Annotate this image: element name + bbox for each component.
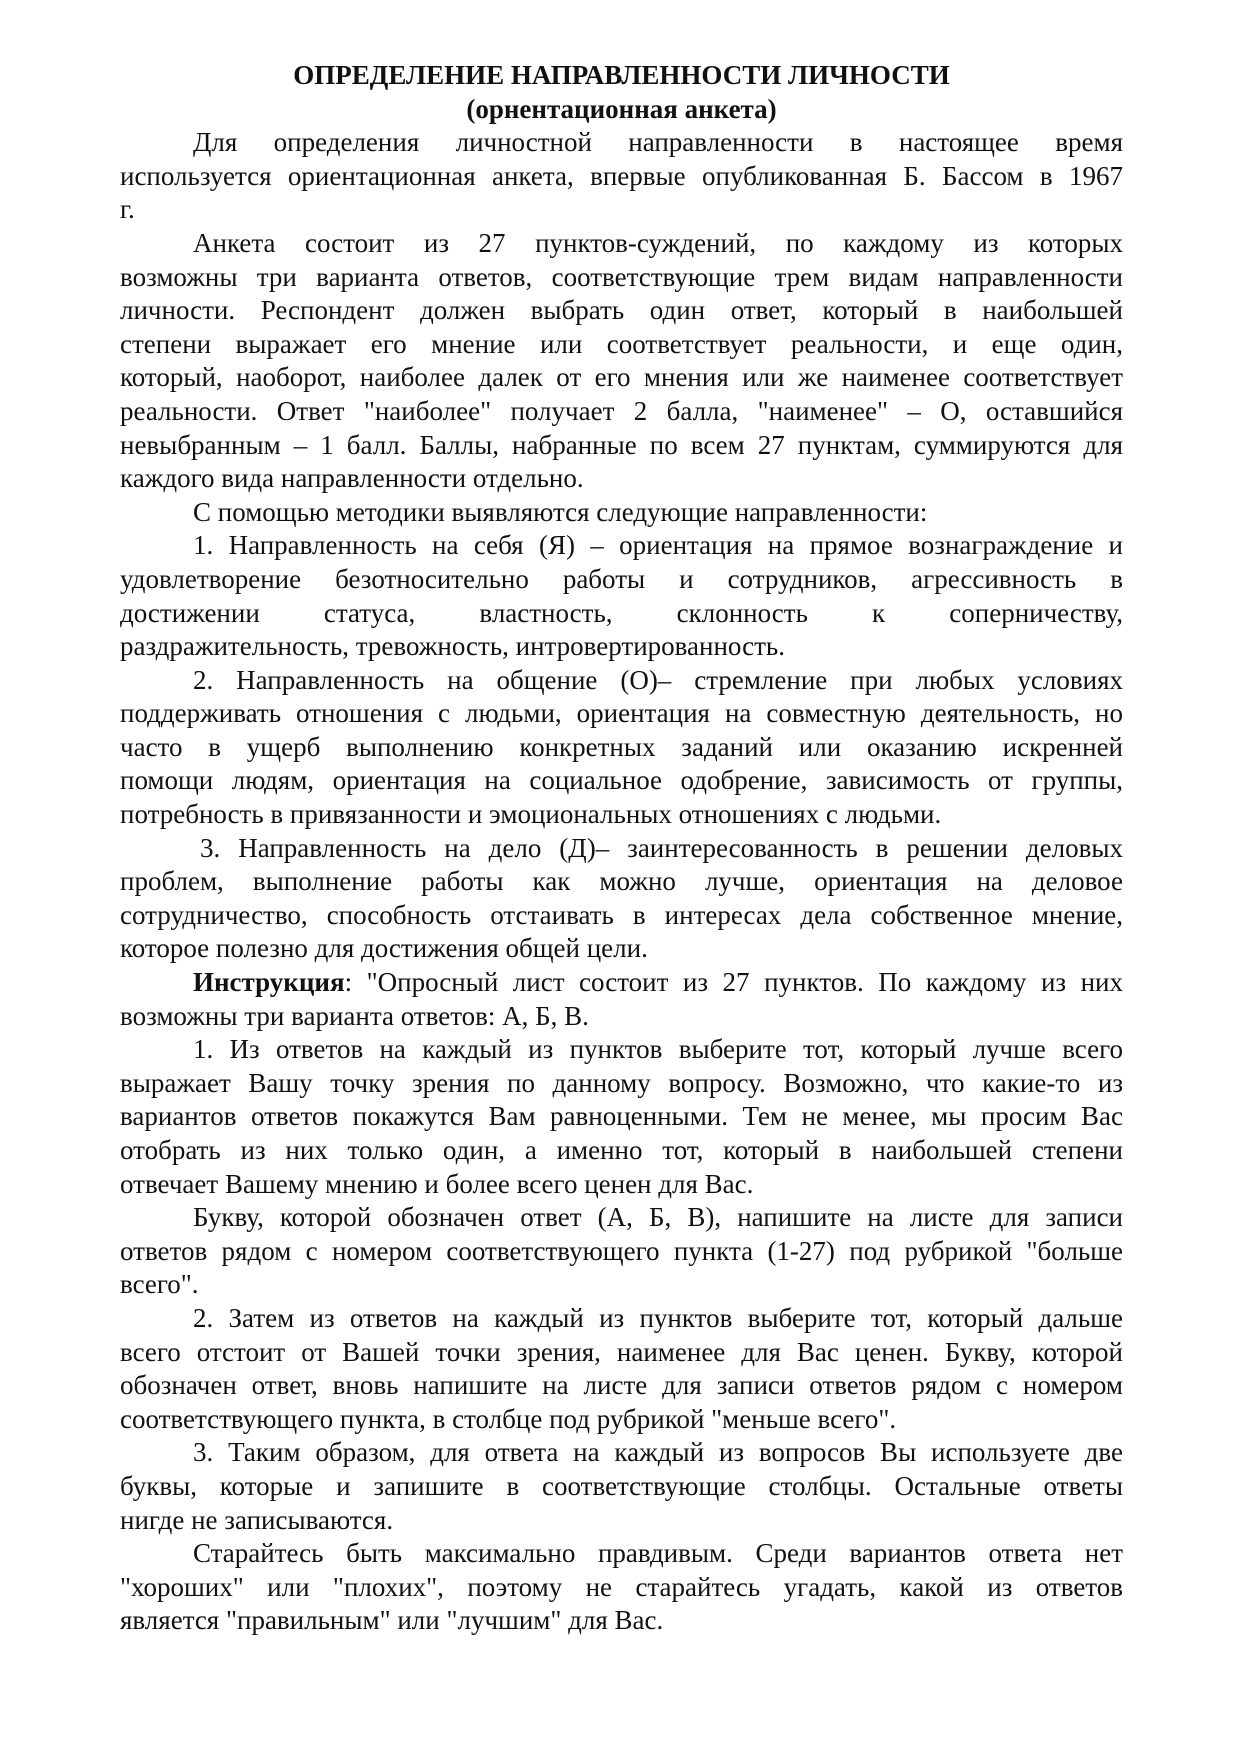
text-line: удовлетворение безотносительно работы и сотрудников, агрессивность в: [120, 563, 1123, 594]
text-line: Для определения личностной направленности в настоящее время: [193, 127, 1123, 158]
text-line: ответов рядом с номером соответствующего пункта (1-27) под рубрикой "больше: [120, 1235, 1123, 1266]
text-line: которое полезно для достижения общей цели.: [120, 933, 648, 964]
paragraph: [120, 1436, 1123, 1537]
text-line: г.: [120, 194, 135, 225]
text-line: С помощью методики выявляются следующие направленности:: [193, 496, 928, 527]
document-body: [120, 126, 1123, 1638]
text-line: является "правильным" или "лучшим" для Вас.: [120, 1605, 664, 1636]
text-line: Букву, которой обозначен ответ (А, Б, В), напишите на листе для записи: [193, 1202, 1123, 1233]
paragraph: [120, 1201, 1123, 1302]
text-line: 1. Из ответов на каждый из пунктов выберите тот, который лучше всего: [193, 1034, 1123, 1065]
text-line: соответствующего пункта, в столбце под рубрикой "меньше всего".: [120, 1403, 897, 1434]
text-line: всего".: [120, 1269, 199, 1300]
text-line: нигде не записываются.: [120, 1504, 394, 1535]
text-line: Старайтесь быть максимально правдивым. Среди вариантов ответа нет: [193, 1538, 1123, 1569]
text-line: 2. Затем из ответов на каждый из пунктов выберите тот, который дальше: [193, 1302, 1123, 1333]
document-page: [120, 59, 1123, 1638]
document-subtitle: (орнентационная анкета): [466, 93, 777, 124]
text-line: личности. Респондент должен выбрать один ответ, который в наибольшей: [120, 295, 1123, 326]
text-line: отвечает Вашему мнению и более всего ценен для Вас.: [120, 1168, 754, 1199]
text-line: 3. Таким образом, для ответа на каждый из вопросов Вы используете две: [193, 1437, 1123, 1468]
paragraph: [120, 966, 1123, 1033]
paragraph: [120, 1537, 1123, 1638]
text-line: достижении статуса, властность, склонность к соперничеству,: [120, 597, 1123, 628]
text-line: сотрудничество, способность отстаивать в интересах дела собственное мнение,: [120, 899, 1123, 930]
text-line: обозначен ответ, вновь напишите на листе для записи ответов рядом с номером: [120, 1370, 1123, 1401]
paragraph: [120, 227, 1123, 496]
text-line: часто в ущерб выполнению конкретных заданий или оказанию искренней: [120, 731, 1123, 762]
text-line: поддерживать отношения с людьми, ориентация на совместную деятельность, но: [120, 698, 1123, 729]
text-line: [120, 966, 1123, 1000]
text-line: невыбранным – 1 балл. Баллы, набранные по всем 27 пунктам, суммируются для: [120, 429, 1123, 460]
text-line: степени выражает его мнение или соответствует реальности, и еще один,: [120, 328, 1123, 359]
text-line: всего отстоит от Вашей точки зрения, наименее для Вас ценен. Букву, которой: [120, 1336, 1123, 1367]
text-line: потребность в привязанности и эмоциональных отношениях с людьми.: [120, 799, 942, 830]
text-line: возможны три варианта ответов, соответствующие трем видам направленности: [120, 261, 1123, 292]
paragraph: [120, 1033, 1123, 1201]
text-line: отобрать из них только один, а именно тот, который в наибольшей степени: [120, 1135, 1123, 1165]
paragraph: [120, 529, 1123, 663]
text-line: возможны три варианта ответов: А, Б, В.: [120, 1000, 589, 1031]
text-line: раздражительность, тревожность, интровертированность.: [120, 631, 785, 662]
paragraph: [120, 664, 1123, 832]
text-line: который, наоборот, наиболее далек от его мнения или же наименее соответствует: [120, 362, 1123, 393]
paragraph: [120, 832, 1123, 966]
text-line: помощи людям, ориентация на социальное одобрение, зависимость от группы,: [120, 765, 1123, 796]
paragraph: [120, 496, 1123, 530]
text-line: 2. Направленность на общение (О)– стремление при любых условиях: [193, 664, 1123, 695]
text-line: используется ориентационная анкета, впервые опубликованная Б. Бассом в 1967: [120, 160, 1123, 191]
text-line: выражает Вашу точку зрения по данному вопросу. Возможно, что какие-то из: [120, 1067, 1123, 1098]
text-line: вариантов ответов покажутся Вам равноценными. Тем не менее, мы просим Вас: [120, 1101, 1123, 1132]
document-title: ОПРЕДЕЛЕНИЕ НАПРАВЛЕННОСТИ ЛИЧНОСТИ: [293, 60, 950, 90]
text-line: 3. Направленность на дело (Д)– заинтересованность в решении деловых: [200, 832, 1123, 863]
instruction-label: Инструкция: [193, 967, 345, 998]
text-line: реальности. Ответ "наиболее" получает 2 балла, "наименее" – О, оставшийся: [120, 395, 1123, 426]
text-line: буквы, которые и запишите в соответствующие столбцы. Остальные ответы: [120, 1470, 1123, 1501]
paragraph: [120, 1302, 1123, 1436]
text-line: каждого вида направленности отдельно.: [120, 463, 584, 494]
text-line: Анкета состоит из 27 пунктов-суждений, по каждому из которых: [193, 227, 1123, 258]
paragraph: [120, 126, 1123, 227]
text-span: : "Опросный лист состоит из 27 пунктов. По каждому из них: [344, 967, 1123, 998]
text-line: 1. Направленность на себя (Я) – ориентация на прямое вознаграждение и: [193, 530, 1123, 561]
text-line: "хороших" или "плохих", поэтому не старайтесь угадать, какой из ответов: [120, 1571, 1123, 1602]
text-line: проблем, выполнение работы как можно лучше, ориентация на деловое: [120, 866, 1123, 897]
